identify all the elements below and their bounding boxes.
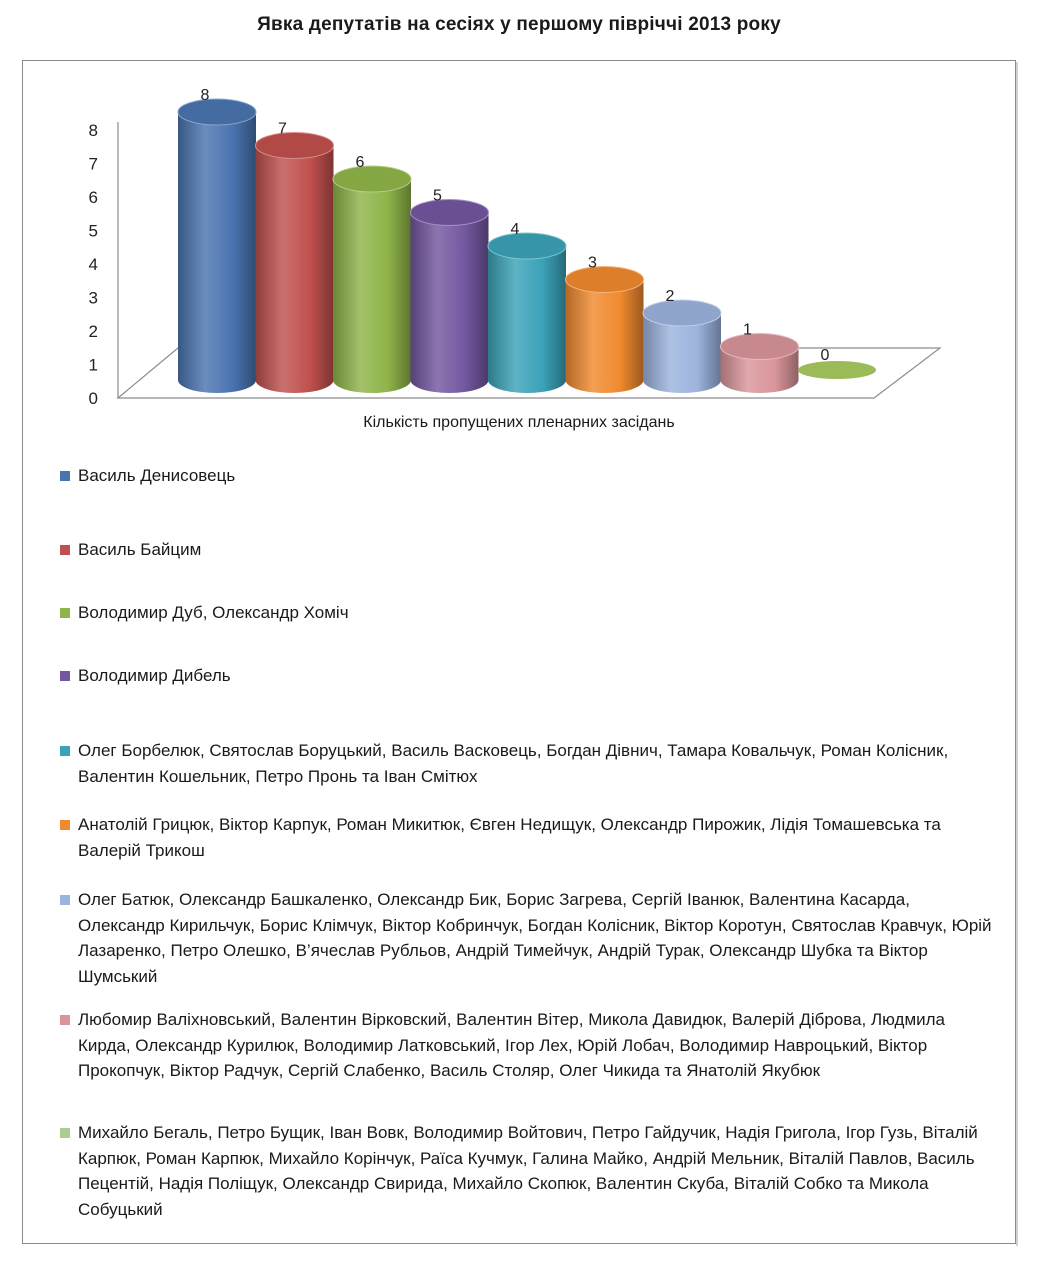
legend-item [60, 812, 995, 863]
data-label: 4 [510, 221, 520, 238]
legend-item [60, 537, 995, 563]
legend-swatch [60, 671, 70, 681]
legend-label: Василь Байцим [78, 540, 202, 559]
legend-item [60, 663, 995, 689]
data-label: 3 [588, 254, 597, 272]
legend-item [60, 1007, 995, 1084]
legend-item [60, 887, 995, 989]
y-tick-label: 3 [88, 288, 98, 308]
y-tick-label: 1 [88, 355, 98, 375]
data-label: 8 [200, 87, 210, 104]
y-tick-label: 2 [88, 322, 98, 341]
legend-swatch [60, 746, 70, 756]
legend-label: Михайло Бегаль, Петро Бущик, Іван Вовк, Володимир Войтович, Петро Гайдучик, Надія Григола, Ігор Гузь, Віталій Карпюк, Роман Карпюк, Михайло Корінчук, Раїса Кучмук, Галина Майко, Андрій Мельник, Віталій Павлов, Василь Пецентій, Надія Поліщук, Олександр Свирида, Михайло Скопюк, Валентин Скуба, Віталій Собко та Микола Собуцький [78, 1123, 978, 1219]
legend-item [60, 1120, 995, 1222]
data-label: 6 [355, 154, 365, 171]
y-tick-label: 4 [88, 255, 98, 274]
y-tick-label: 8 [88, 121, 98, 140]
legend-swatch [60, 895, 70, 905]
legend-label: Володимир Дуб, Олександр Хоміч [78, 603, 349, 622]
legend-item [60, 738, 995, 789]
y-tick-label: 7 [88, 154, 98, 174]
legend-label: Василь Денисовець [78, 466, 236, 485]
legend-item [60, 600, 995, 626]
y-tick-label: 0 [88, 389, 98, 408]
legend-swatch [60, 471, 70, 481]
chart-title: Явка депутатів на сесіях у першому півріччі 2013 року [257, 14, 781, 35]
data-label: 7 [278, 120, 287, 138]
data-label: 0 [820, 347, 830, 364]
legend-swatch [60, 1128, 70, 1138]
legend-label: Анатолій Грицюк, Віктор Карпук, Роман Микитюк, Євген Недищук, Олександр Пирожик, Лідія Томашевська та Валерій Трикош [78, 815, 941, 860]
legend-swatch [60, 1015, 70, 1025]
y-tick-label: 6 [88, 188, 98, 207]
data-label: 2 [665, 288, 675, 305]
legend-swatch [60, 545, 70, 555]
legend-label: Олег Борбелюк, Святослав Боруцький, Василь Васковець, Богдан Дівнич, Тамара Ковальчук, Роман Колісник, Валентин Кошельник, Петро Пронь та Іван Смітюх [78, 741, 949, 786]
x-axis-label: Кількість пропущених пленарних засідань [363, 414, 675, 431]
legend-label: Володимир Дибель [78, 666, 231, 685]
legend-swatch [60, 608, 70, 618]
y-tick-label: 5 [88, 221, 98, 241]
data-label: 5 [433, 187, 442, 205]
data-label: 1 [743, 321, 752, 339]
legend-label: Олег Батюк, Олександр Башкаленко, Олександр Бик, Борис Загрева, Сергій Іванюк, Валентина Касарда, Олександр Кирильчук, Борис Клімчук, Віктор Кобринчук, Богдан Колісник, Віктор Коротун, Святослав Кравчук, Юрій Лазаренко, Петро Олешко, В’ячеслав Рубльов, Андрій Тимейчук, Андрій Турак, Олександр Шубка та Віктор Шумський [78, 890, 992, 986]
legend-item [60, 463, 995, 489]
legend-label: Любомир Валіхновський, Валентин Вірковский, Валентин Вітер, Микола Давидюк, Валерій Діброва, Людмила Кирда, Олександр Курилюк, Володимир Латковський, Ігор Лех, Юрій Лобач, Володимир Навроцький, Віктор Прокопчук, Віктор Радчук, Сергій Слабенко, Василь Столяр, Олег Чикида та Янатолій Якубюк [78, 1010, 946, 1080]
legend-swatch [60, 820, 70, 830]
